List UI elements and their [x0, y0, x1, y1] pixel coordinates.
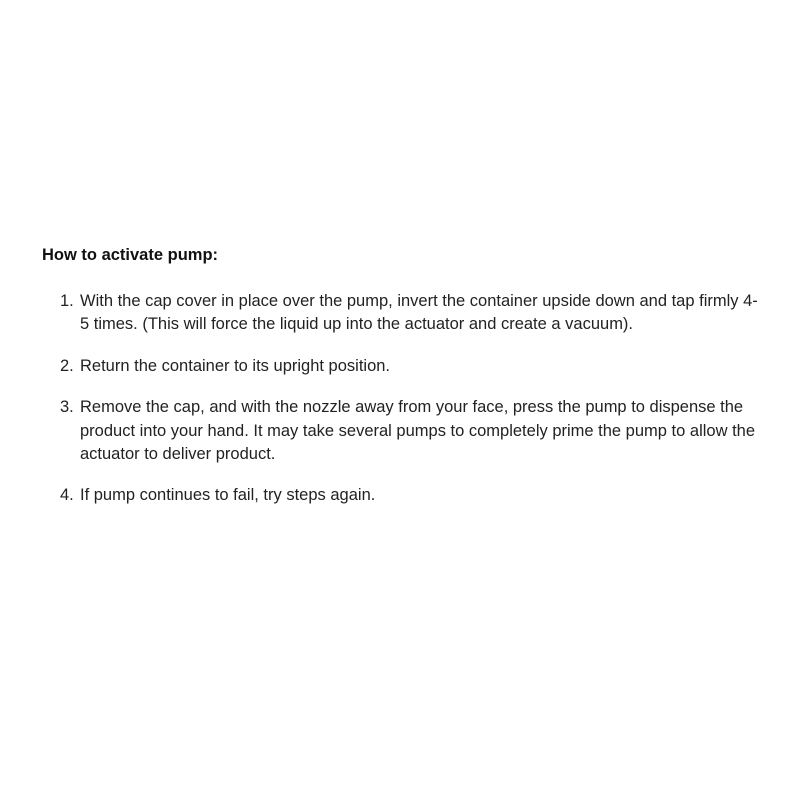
instructions-document: [42, 243, 762, 526]
step-number: 3.: [60, 398, 74, 417]
step-text: Remove the cap, and with the nozzle away from your face, press the pump to dispense the product into your hand. It may take several pumps to completely prime the pump to allow the actuator to deliver product.: [80, 398, 756, 464]
step-item-1: [42, 290, 762, 337]
step-item-3: [42, 396, 762, 466]
step-item-4: [42, 484, 762, 507]
step-number: 1.: [60, 292, 74, 310]
steps-list: [42, 290, 762, 508]
step-number: 4.: [60, 486, 74, 505]
step-text: With the cap cover in place over the pump, invert the container upside down and tap firmly 4-5 times. (This will force the liquid up into the actuator and create a vacuum).: [80, 292, 758, 334]
step-number: 2.: [60, 356, 74, 375]
step-text: If pump continues to fail, try steps again.: [80, 486, 376, 505]
step-item-2: [42, 355, 762, 378]
instructions-heading: How to activate pump:: [42, 246, 219, 264]
step-text: Return the container to its upright position.: [80, 356, 391, 375]
